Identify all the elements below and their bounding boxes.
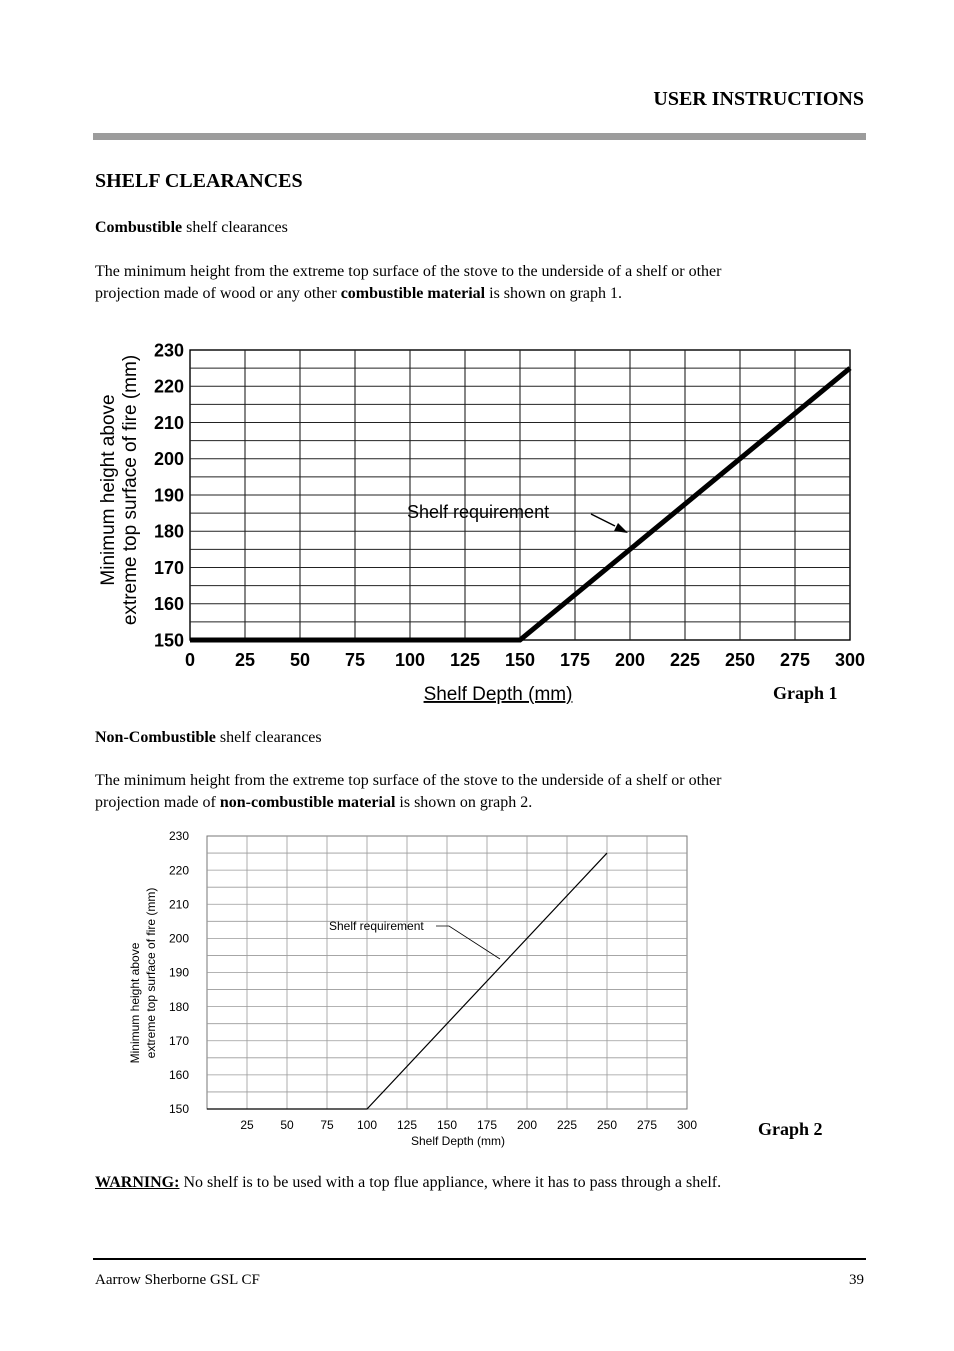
graph2-y-tick-label: 170 [168,1033,189,1048]
graph2-y-tick-label: 200 [168,931,189,946]
graph2-y-label-line2: extreme top surface of fire (mm) [144,887,158,1059]
noncombustible-line2-pre: projection made of [95,794,220,811]
graph1-y-tick-label: 150 [153,630,184,651]
graph1-x-tick-label: 100 [394,650,426,670]
graph2-x-tick-label: 100 [356,1118,378,1132]
graph1-x-tick-label: 200 [614,650,646,670]
footer-rule [93,1258,866,1260]
warning-paragraph [95,1172,855,1194]
graph1-x-label: Shelf Depth (mm) [423,684,573,705]
graph1-x-tick-label: 125 [449,650,481,670]
graph1-x-tick-label: 25 [234,650,256,670]
graph1-x-tick-label: 0 [184,650,196,670]
graph1-x-tick-label: 150 [504,650,536,670]
graph2-x-tick-label: 225 [556,1118,578,1132]
graph2-grid [207,836,687,1109]
graph2-x-tick-label: 275 [636,1118,658,1132]
graph1-y-tick-label: 230 [153,340,184,361]
graph1-x-tick-label: 275 [779,650,811,670]
graph2-y-tick-label: 210 [168,897,189,912]
graph2-annotation: Shelf requirement [329,919,424,933]
graph2-x-tick-label: 125 [396,1118,418,1132]
graph1-x-tick-label: 75 [344,650,366,670]
noncombustible-heading-rest: shelf clearances [215,729,322,746]
graph1-x-tick-label: 300 [834,650,866,670]
combustible-line2-bold: combustible material [340,285,486,302]
graph1-y-tick-label: 220 [153,376,184,397]
graph2-y-tick-label: 180 [168,999,189,1014]
graph1-x-tick-label: 225 [669,650,701,670]
graph2-x-tick-label: 175 [476,1118,498,1132]
graph1-x-tick-label: 50 [289,650,311,670]
graph2-x-tick-label: 250 [596,1118,618,1132]
warning-label: WARNING: [95,1174,180,1191]
footer-page-number: 39 [849,1272,864,1288]
graph2-x-tick-label: 150 [436,1118,458,1132]
graph2-y-tick-label: 230 [168,829,189,844]
graph2-x-tick-label: 300 [676,1118,698,1132]
combustible-line2-post: is shown on graph 1. [485,285,623,302]
graph1-annotation: Shelf requirement [407,502,550,522]
graph1-y-tick-label: 160 [153,594,184,615]
graph2-y-tick-label: 150 [168,1102,189,1117]
graph1-y-tick-label: 180 [153,521,184,542]
noncombustible-line2-bold: non-combustible material [219,794,396,811]
combustible-line1: The minimum height from the extreme top surface of the stove to the underside of a shelf or other [95,263,722,280]
graph2-label: Graph 2 [758,1119,823,1139]
graph2-x-label: Shelf Depth (mm) [410,1134,506,1148]
graph2-x-tick-label: 200 [516,1118,538,1132]
graph1-y-label-line2: extreme top surface of fire (mm) [120,354,141,626]
graph2-y-tick-label: 160 [168,1068,189,1083]
combustible-line2-pre: projection made of wood or any other [95,285,341,302]
graph1-y-tick-label: 170 [153,557,184,578]
graph1-y-tick-label: 210 [153,412,184,433]
graph1-label: Graph 1 [773,683,838,703]
graph1-x-tick-label: 250 [724,650,756,670]
warning-text: No shelf is to be used with a top flue appliance, where it has to pass through a shelf. [179,1174,722,1191]
noncombustible-line2-post: is shown on graph 2. [395,794,533,811]
noncombustible-line1: The minimum height from the extreme top surface of the stove to the underside of a shelf or other [95,772,722,789]
graph2-x-tick-label: 75 [320,1118,334,1132]
graph2-y-tick-label: 220 [168,863,189,878]
footer-document-title: Aarrow Sherborne GSL CF [95,1272,260,1288]
header-title: USER INSTRUCTIONS [653,88,864,110]
graph2-annotation-leader [436,926,500,959]
graph2-y-ticks [169,829,189,1116]
graph2-x-ticks [240,1118,697,1132]
graph1-y-tick-label: 190 [153,485,184,506]
combustible-heading-rest: shelf clearances [182,219,288,236]
graph1-y-label-line1: Minimum height above [98,394,119,586]
combustible-heading-bold: Combustible [95,219,183,236]
graph2-x-tick-label: 25 [240,1118,254,1132]
graph2-x-tick-label: 50 [280,1118,294,1132]
graph2-y-label-line1: Minimum height above [128,942,142,1064]
graph1-y-tick-label: 200 [153,449,184,470]
section-title: SHELF CLEARANCES [95,170,303,192]
warning-line [95,1172,855,1194]
noncombustible-heading-bold: Non-Combustible [95,729,216,746]
graph2-y-tick-label: 190 [168,965,189,980]
graph1-x-tick-label: 175 [559,650,591,670]
